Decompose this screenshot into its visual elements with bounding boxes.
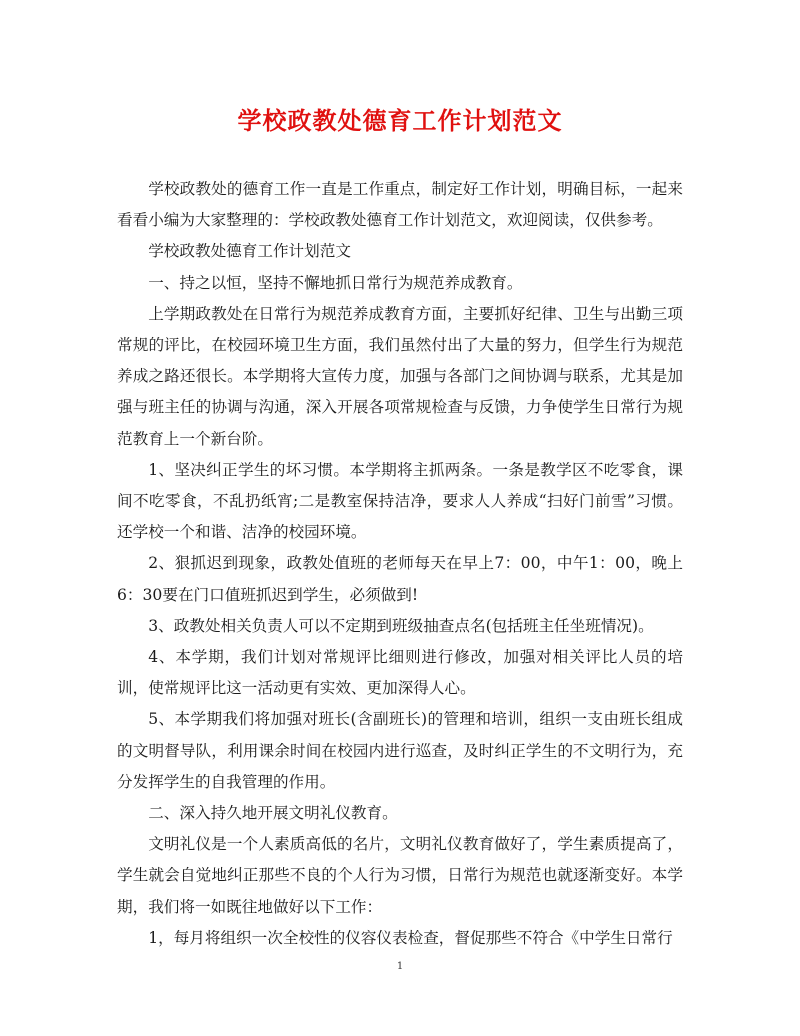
list-item-2: 2、狠抓迟到现象，政教处值班的老师每天在早上7：00，中午1：00，晚上6：30要在门口值班抓迟到学生，必须做到! xyxy=(117,554,683,604)
paragraph-subtitle: 学校政教处德育工作计划范文 xyxy=(148,242,351,261)
section-heading-1: 一、持之以恒，坚持不懈地抓日常行为规范养成教育。 xyxy=(148,273,523,292)
list-item-4: 4、本学期，我们计划对常规评比细则进行修改，加强对相关评比人员的培训，使常规评比这一活动更有实效、更加深得人心。 xyxy=(117,648,683,698)
page-number: 1 xyxy=(396,961,404,972)
section-heading-2: 二、深入持久地开展文明礼仪教育。 xyxy=(148,804,398,823)
paragraph-intro: 学校政教处的德育工作一直是工作重点，制定好工作计划，明确目标，一起来看看小编为大家整理的：学校政教处德育工作计划范文，欢迎阅读，仅供参考。 xyxy=(117,180,683,230)
list-item-5: 5、本学期我们将加强对班长(含副班长)的管理和培训，组织一支由班长组成的文明督导队，利用课余时间在校园内进行巡查，及时纠正学生的不文明行为，充分发挥学生的自我管理的作用。 xyxy=(117,710,683,791)
list-item-3: 3、政教处相关负责人可以不定期到班级抽查点名(包括班主任坐班情况)。 xyxy=(148,616,654,635)
list-item-1: 1，每月将组织一次全校性的仪容仪表检查，督促那些不符合《中学生日常行 xyxy=(148,928,673,947)
list-item-1: 1、坚决纠正学生的坏习惯。本学期将主抓两条。一条是教学区不吃零食，课间不吃零食，不乱扔纸宵;二是教室保持洁净，要求人人养成“扫好门前雪”习惯。还学校一个和谐、洁净的校园环境。 xyxy=(117,460,683,542)
paragraph: 文明礼仪是一个人素质高低的名片，文明礼仪教育做好了，学生素质提高了，学生就会自觉地纠正那些不良的个人行为习惯，日常行为规范也就逐渐变好。本学期，我们将一如既往地做好以下工作： xyxy=(117,835,683,916)
document-body xyxy=(117,174,683,954)
paragraph: 上学期政教处在日常行为规范养成教育方面，主要抓好纪律、卫生与出勤三项常规的评比，在校园环境卫生方面，我们虽然付出了大量的努力，但学生行为规范养成之路还很长。本学期将大宣传力度，加强与各部门之间协调与联系，尤其是加强与班主任的协调与沟通，深入开展各项常规检查与反馈，力争使学生日常行为规范教育上一个新台阶。 xyxy=(117,304,683,448)
document-title: 学校政教处德育工作计划范文 xyxy=(237,106,563,135)
